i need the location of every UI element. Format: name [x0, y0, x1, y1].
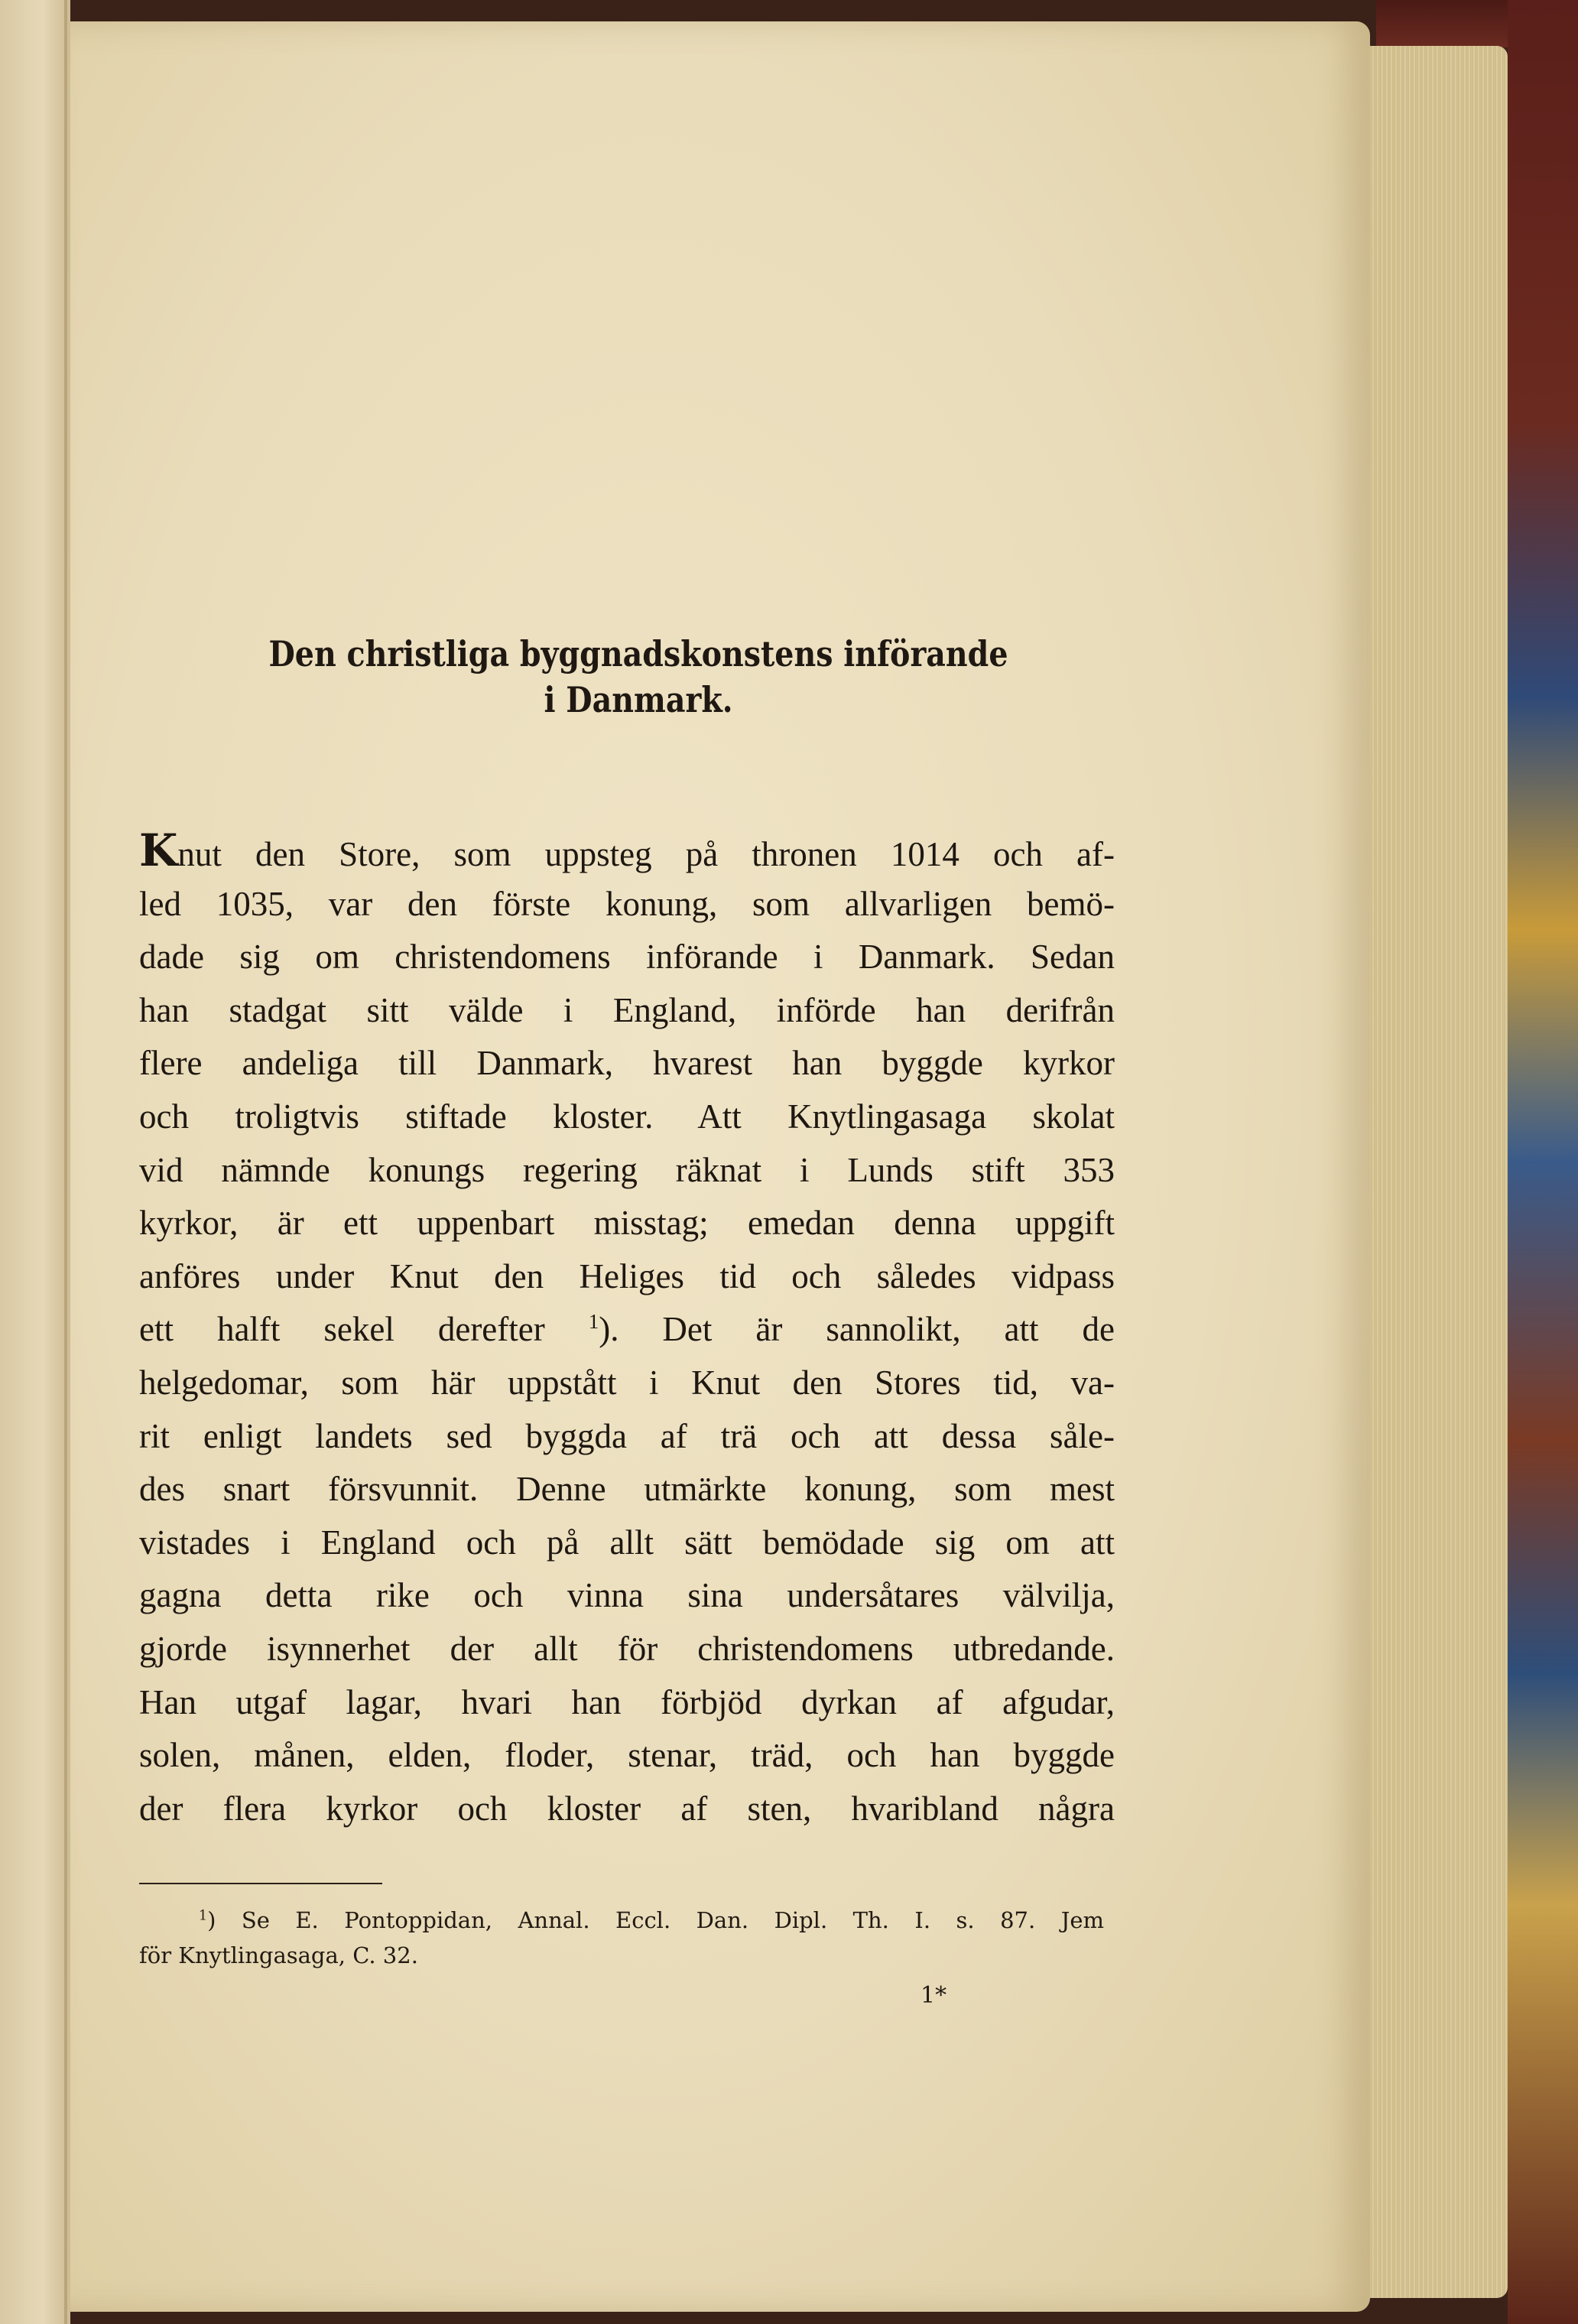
- page-number: 1*: [920, 1982, 947, 2009]
- text-line: dade sig om christendomens införande i Danmark. Sedan: [139, 938, 1115, 977]
- text-line: gagna detta rike och vinna sina undersåtares välvilja,: [139, 1576, 1115, 1615]
- footnote-line: $^1$) Se E. Pontoppidan, Annal. Eccl. Dan. Dipl. Th. I. s. 87. Jem: [199, 1907, 1104, 1933]
- body-text: [139, 824, 1115, 1835]
- footnote-rule: [139, 1883, 382, 1884]
- text-line: ett halft sekel derefter $^1$). Det är sannolikt, att de: [139, 1310, 1115, 1349]
- heading-line-2: i Danmark.: [544, 679, 733, 720]
- footnote-marker: 1: [199, 1908, 208, 1924]
- text-line: Han utgaf lagar, hvari han förbjöd dyrkan af afgudar,: [139, 1682, 1115, 1721]
- drop-cap: K: [139, 824, 178, 876]
- text-line: gjorde isynnerhet der allt för christendomens utbredande.: [139, 1629, 1115, 1668]
- text-line: des snart försvunnit. Denne utmärkte konung, som mest: [139, 1470, 1115, 1509]
- text-line: flere andeliga till Danmark, hvarest han byggde kyrkor: [139, 1044, 1115, 1083]
- text-line: helgedomar, som här uppstått i Knut den Stores tid, va-: [139, 1363, 1115, 1402]
- text-line: han stadgat sitt välde i England, införde han derifrån: [139, 990, 1115, 1029]
- footnote: [139, 1903, 1104, 1973]
- heading-line-1: Den christliga byggnadskonstens införande: [268, 633, 1008, 674]
- text-line: solen, månen, elden, floder, stenar, träd, och han byggde: [139, 1736, 1115, 1775]
- footnote-ref: 1: [588, 1310, 599, 1334]
- text-line: vid nämnde konungs regering räknat i Lunds stift 353: [139, 1150, 1115, 1189]
- text-line: der flera kyrkor och kloster af sten, hvaribland några: [139, 1789, 1115, 1828]
- marbled-cover-edge: [1508, 0, 1578, 2324]
- text-line: rit enligt landets sed byggda af trä och att dessa såle-: [139, 1416, 1115, 1455]
- footnote-line: för Knytlingasaga, C. 32.: [139, 1942, 418, 1968]
- text-line: kyrkor, är ett uppenbart misstag; emedan denna uppgift: [139, 1204, 1115, 1243]
- left-page-edge: [0, 0, 70, 2324]
- page-edges: [1370, 46, 1508, 2298]
- text-line: led 1035, var den förste konung, som allvarligen bemö-: [139, 884, 1115, 923]
- chapter-heading: [211, 631, 1066, 723]
- text-line: vistades i England och på allt sätt bemödade sig om att: [139, 1523, 1115, 1562]
- gutter: [64, 0, 67, 2324]
- text-line: Knut den Store, som uppsteg på thronen 1014 och af-: [139, 824, 1115, 876]
- text-line: anföres under Knut den Heliges tid och således vidpass: [139, 1256, 1115, 1295]
- text-line: och troligtvis stiftade kloster. Att Knytlingasaga skolat: [139, 1097, 1115, 1136]
